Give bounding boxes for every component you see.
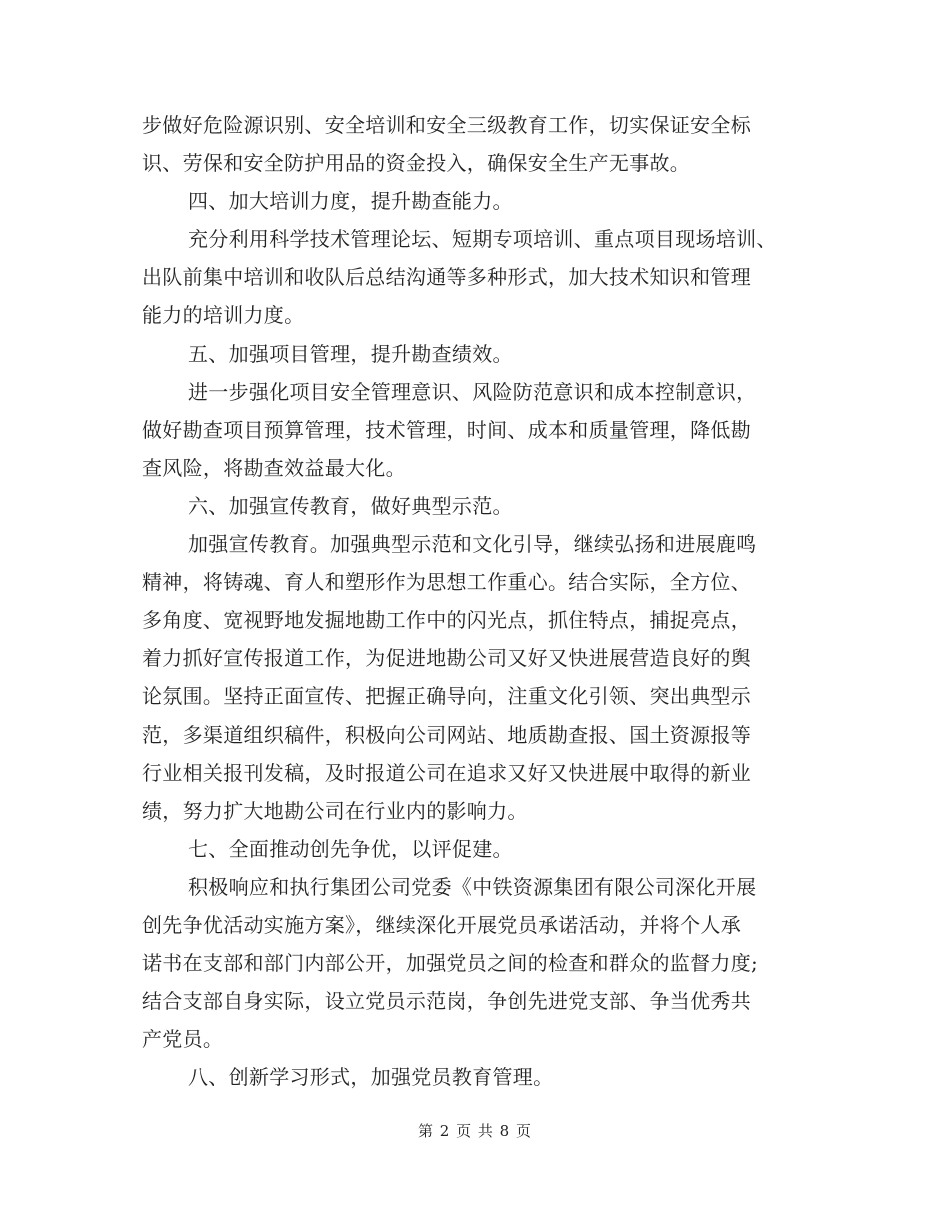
text-line: 多角度、宽视野地发掘地勘工作中的闪光点，抓住特点，捕捉亮点， (142, 608, 751, 633)
text-line: 步做好危险源识别、安全培训和安全三级教育工作，切实保证安全标 (142, 113, 751, 137)
page-number: 第 2 页 共 8 页 (418, 1122, 532, 1140)
text-line: 精神，将铸魂、育人和塑形作为思想工作重心。结合实际，全方位、 (142, 570, 751, 595)
text-line: 诺书在支部和部门内部公开，加强党员之间的检查和群众的监督力度; (142, 951, 759, 976)
text-line: 查风险，将勘查效益最大化。 (142, 455, 406, 480)
text-line: 绩，努力扩大地勘公司在行业内的影响力。 (142, 798, 528, 823)
text-line: 行业相关报刊发稿，及时报道公司在追求又好又快进展中取得的新业 (142, 760, 751, 785)
text-line: 着力抓好宣传报道工作，为促进地勘公司又好又快进展营造良好的舆 (142, 646, 751, 671)
text-line: 范，多渠道组织稿件，积极向公司网站、地质勘查报、国土资源报等 (142, 722, 751, 747)
section-heading: 八、创新学习形式，加强党员教育管理。 (188, 1065, 554, 1090)
document-body (142, 106, 810, 1096)
text-line: 充分利用科学技术管理论坛、短期专项培训、重点项目现场培训、 (188, 227, 777, 252)
text-line: 产党员。 (142, 1027, 224, 1052)
text-line: 进一步强化项目安全管理意识、风险防范意识和成本控制意识， (188, 379, 757, 404)
text-line: 加强宣传教育。加强典型示范和文化引导，继续弘扬和进展鹿鸣 (188, 532, 757, 557)
section-heading: 五、加强项目管理，提升勘查绩效。 (188, 341, 513, 366)
section-heading: 六、加强宣传教育，做好典型示范。 (188, 493, 513, 518)
section-heading: 四、加大培训力度，提升勘查能力。 (188, 189, 513, 214)
text-line: 能力的培训力度。 (142, 303, 305, 328)
text-line: 出队前集中培训和收队后总结沟通等多种形式，加大技术知识和管理 (142, 265, 751, 290)
text-line: 创先争优活动实施方案》，继续深化开展党员承诺活动，并将个人承 (142, 912, 741, 937)
text-line: 论氛围。坚持正面宣传、把握正确导向，注重文化引领、突出典型示 (142, 684, 751, 709)
text-line: 积极响应和执行集团公司党委《中铁资源集团有限公司深化开展 (188, 874, 757, 899)
text-line: 结合支部自身实际，设立党员示范岗，争创先进党支部、争当优秀共 (142, 989, 751, 1014)
section-heading: 七、全面推动创先争优，以评促建。 (188, 836, 513, 861)
text-line: 识、劳保和安全防护用品的资金投入，确保安全生产无事故。 (142, 151, 691, 176)
text-line: 做好勘查项目预算管理，技术管理，时间、成本和质量管理，降低勘 (142, 417, 751, 442)
